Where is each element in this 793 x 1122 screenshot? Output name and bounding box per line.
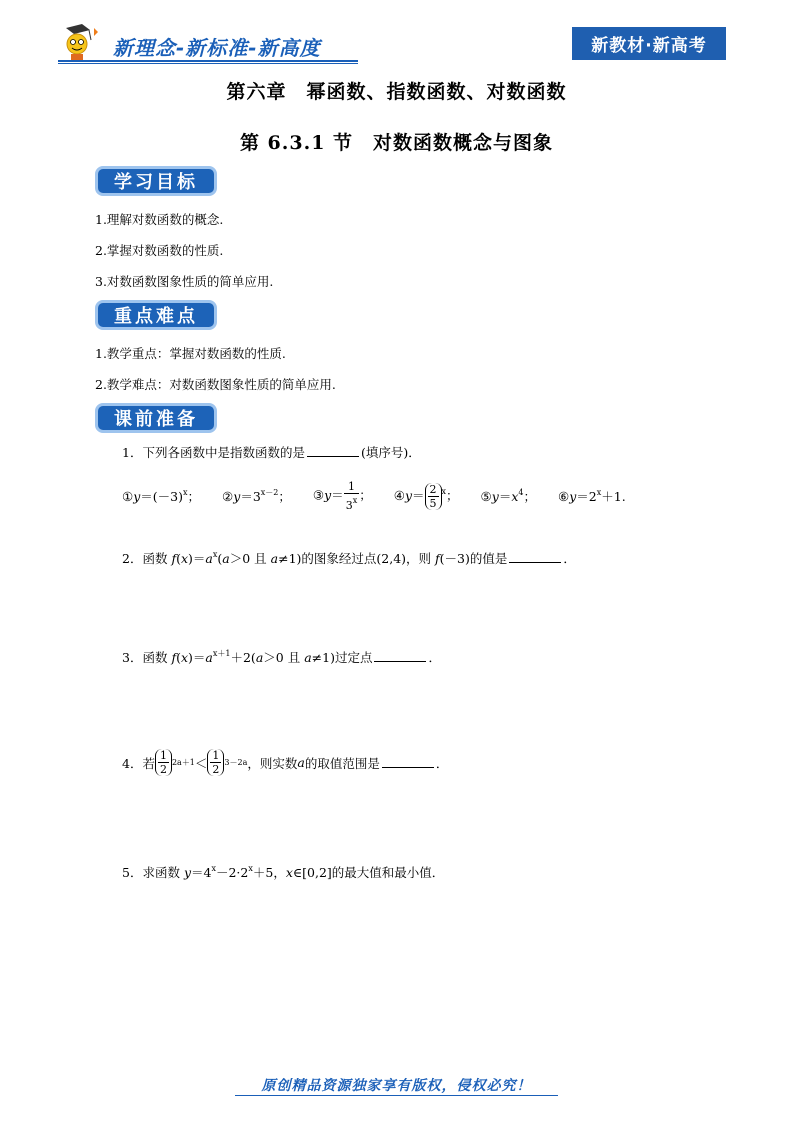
- q1-prefix: 1．下列各函数中是指数函数的是: [122, 445, 305, 460]
- header-divider: [58, 60, 358, 62]
- objective-item: 3.对数函数图象性质的简单应用.: [95, 274, 274, 289]
- question-5: 5．求函数 $y=4^x-2\cdot 2^x+5$，x∈[0,2]的最大值和最小值．: [122, 864, 445, 880]
- question-1: [122, 443, 421, 461]
- footer-divider: [235, 1095, 558, 1096]
- question-2: 2．函数 $f(x)=a^x(a>0$ 且 a≠1)的图象经过点(2,4)，则 f(－3)的值是 ．: [122, 550, 576, 566]
- q1-suffix: (填序号)．: [360, 445, 421, 460]
- key-points-badge: 重点难点: [95, 300, 217, 330]
- objective-item: 1.理解对数函数的概念.: [95, 212, 224, 227]
- objective-item: 2.掌握对数函数的性质.: [95, 243, 224, 258]
- option-3: ③y＝ $\frac{1}{3^x}$ ；: [312, 480, 372, 512]
- answer-blank: [307, 446, 359, 457]
- option-2: $②y=3^{x-2}$；: [222, 488, 291, 504]
- answer-blank: [382, 757, 434, 768]
- answer-blank: [509, 552, 561, 563]
- key-point-item: 1.教学重点：掌握对数函数的性质.: [95, 346, 286, 361]
- header-divider-thin: [58, 63, 358, 64]
- mascot-logo-icon: [58, 22, 98, 62]
- option-1: $①y=(-3)^x$；: [122, 488, 201, 504]
- option-4: ④y＝ $\frac{2}{5}$ $^x$；: [393, 482, 459, 510]
- q1-options: [122, 480, 626, 512]
- section-title: 第 6.3.1 节 对数函数概念与图象: [239, 132, 554, 154]
- key-point-item: 2.教学难点：对数函数图象性质的简单应用.: [95, 377, 336, 392]
- option-5: $⑤y=x^4$；: [480, 488, 537, 504]
- header-badge: 新教材·新高考: [572, 27, 726, 60]
- chapter-title: 第六章 幂函数、指数函数、对数函数: [226, 81, 567, 103]
- answer-blank: [374, 651, 426, 662]
- option-6: $⑥y=2^x+1$.: [558, 488, 626, 504]
- question-3: 3．函数 $f(x)=a^{x+1}+2(a>0$ 且 a≠1)过定点 ．: [122, 649, 441, 665]
- fraction: $\frac{1}{2}$: [212, 749, 220, 776]
- question-4: 4．若 $\frac{1}{2}$ 2a＋1 ＜ $\frac{1}{2}$ 3－2a ，则实数 a 的取值范围是 ．: [122, 749, 449, 776]
- copyright-footer: 原创精品资源独家享有版权，侵权必究！: [261, 1078, 532, 1094]
- fraction: $\frac{1}{2}$: [159, 749, 167, 776]
- fraction: $\frac{1}{3^x}$: [345, 480, 358, 512]
- page-header: [0, 0, 793, 65]
- parenthesis: [155, 749, 172, 776]
- fraction: $\frac{2}{5}$: [429, 482, 437, 510]
- header-slogan: 新理念-新标准-新高度: [113, 36, 321, 60]
- objectives-badge: 学习目标: [95, 166, 217, 196]
- preparation-badge: 课前准备: [95, 403, 217, 433]
- parenthesis: [425, 483, 442, 510]
- parenthesis: [207, 749, 224, 776]
